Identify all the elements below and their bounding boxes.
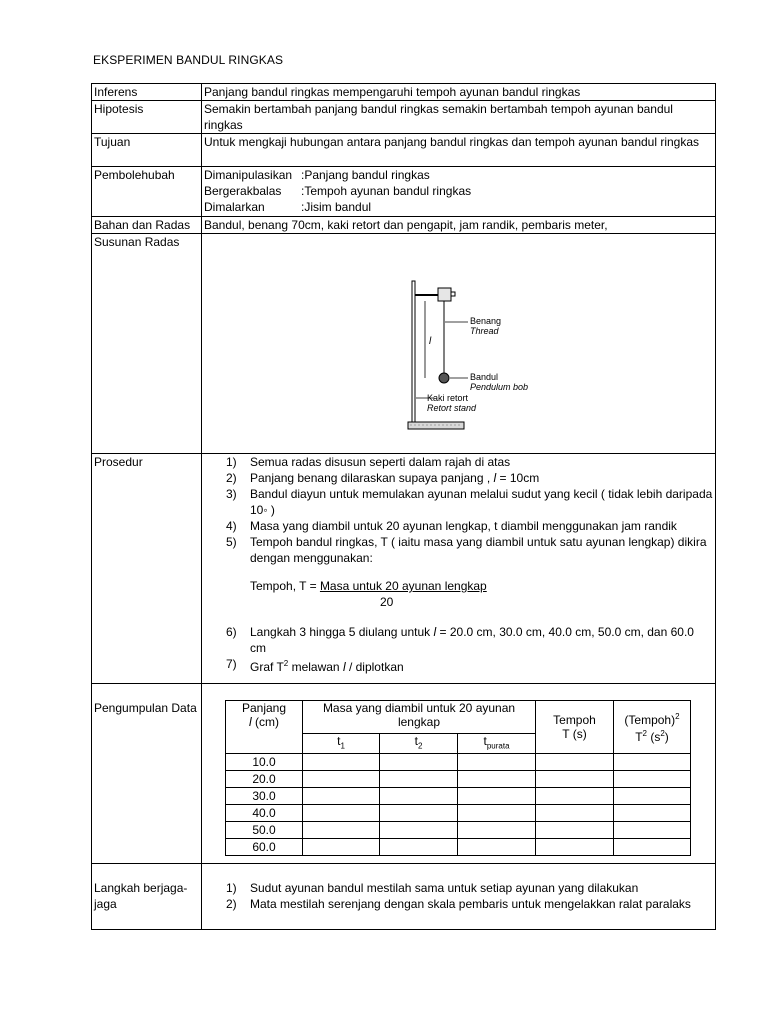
header-tpurata: $t_{purata}$: [458, 734, 536, 754]
pembolehubah-list: [202, 167, 716, 217]
label-prosedur: Prosedur: [92, 454, 202, 684]
procedure-list: [204, 454, 713, 675]
tujuan-text: Untuk mengkaji hubungan antara panjang bandul ringkas dan tempoh ayunan bandul ringkas: [202, 134, 716, 167]
label-pembolehubah: Pembolehubah: [92, 167, 202, 217]
length-cell: 50.0: [226, 822, 303, 839]
length-cell: 60.0: [226, 839, 303, 856]
inferens-text: Panjang bandul ringkas mempengaruhi tempoh ayunan bandul ringkas: [202, 84, 716, 101]
length-cell: 40.0: [226, 805, 303, 822]
pendulum-apparatus-diagram: [396, 277, 556, 437]
variable-constant: Dimalarkan :Jisim bandul: [204, 200, 372, 214]
label-bandul: Bandul: [470, 372, 499, 382]
table-row: [226, 805, 691, 822]
procedure-step: 2) Panjang benang dilaraskan supaya panjang , l = 10cm: [226, 471, 540, 485]
table-row: [226, 788, 691, 805]
procedure-step: 5) Tempoh bandul ringkas, T ( iaitu masa yang diambil untuk satu ayunan lengkap) dikira dengan menggunakan: Tempoh, T = Masa untuk 20 ayunan lengkap 20: [204, 534, 713, 610]
prosedur-cell: [202, 454, 716, 684]
label-thread: Thread: [470, 326, 499, 336]
experiment-table: [91, 83, 716, 930]
label-pendulum-bob: Pendulum bob: [470, 382, 529, 392]
langkah-cell: [202, 864, 716, 930]
precaution-step: 1) Sudut ayunan bandul mestilah sama untuk setiap ayunan yang dilakukan: [226, 881, 639, 895]
label-benang: Benang: [470, 316, 502, 326]
table-row: [226, 754, 691, 771]
precaution-step: 2) Mata mestilah serenjang dengan skala pembaris untuk mengelakkan ralat paralaks: [226, 897, 691, 911]
apparatus-diagram-cell: [202, 234, 716, 454]
period-formula: Tempoh, T = Masa untuk 20 ayunan lengkap 20: [250, 579, 487, 609]
variable-manipulated: Dimanipulasikan :Panjang bandul ringkas: [204, 168, 430, 182]
length-symbol: l: [429, 336, 432, 347]
label-pengumpulan-data: Pengumpulan Data: [92, 684, 202, 864]
header-panjang: Panjang l (cm): [226, 701, 303, 754]
label-inferens: Inferens: [92, 84, 202, 101]
results-table: [225, 700, 691, 856]
header-t2: $t_2$: [380, 734, 458, 754]
label-susunan-radas: Susunan Radas: [92, 234, 202, 454]
header-t1: $t_1$: [303, 734, 380, 754]
procedure-step: 1) Semua radas disusun seperti dalam rajah di atas: [226, 455, 511, 469]
label-langkah-berjaga: Langkah berjaga-jaga: [92, 864, 202, 930]
table-row: [226, 822, 691, 839]
label-kaki-retort: Kaki retort: [427, 393, 469, 403]
label-tujuan: Tujuan: [92, 134, 202, 167]
retort-rod: [412, 281, 415, 422]
clamp-block: [438, 288, 451, 301]
variable-responding: Bergerakbalas :Tempoh ayunan bandul ringkas: [204, 184, 472, 198]
precaution-list: [204, 880, 713, 912]
pendulum-bob: [439, 373, 449, 383]
hipotesis-text: Semakin bertambah panjang bandul ringkas semakin bertambah tempoh ayunan bandul ringkas: [202, 101, 716, 134]
table-row: [226, 771, 691, 788]
header-tempoh-squared: (Tempoh)$^2$ $T^2$ $(s^2)$: [614, 701, 691, 754]
length-cell: 20.0: [226, 771, 303, 788]
label-hipotesis: Hipotesis: [92, 101, 202, 134]
header-tempoh: Tempoh T (s): [536, 701, 614, 754]
procedure-step: 4) Masa yang diambil untuk 20 ayunan lengkap, t diambil menggunakan jam randik: [226, 519, 677, 533]
length-cell: 10.0: [226, 754, 303, 771]
procedure-step: 3) Bandul diayun untuk memulakan ayunan melalui sudut yang kecil ( tidak lebih daripada 10◦ ): [226, 487, 713, 517]
length-cell: 30.0: [226, 788, 303, 805]
document-title: EKSPERIMEN BANDUL RINGKAS: [93, 53, 284, 67]
procedure-step: 7) Graf $T^2$ melawan l / diplotkan: [226, 657, 404, 674]
label-retort-stand: Retort stand: [427, 403, 477, 413]
retort-base: [408, 422, 464, 429]
procedure-step: 6) Langkah 3 hingga 5 diulang untuk l = 20.0 cm, 30.0 cm, 40.0 cm, 50.0 cm, dan 60.0 cm: [226, 625, 694, 655]
table-row: [226, 839, 691, 856]
header-masa: Masa yang diambil untuk 20 ayunan lengkap: [303, 701, 536, 734]
label-bahan-radas: Bahan dan Radas: [92, 217, 202, 234]
data-table-cell: [202, 684, 716, 864]
bahan-radas-text: Bandul, benang 70cm, kaki retort dan pengapit, jam randik, pembaris meter,: [202, 217, 716, 234]
